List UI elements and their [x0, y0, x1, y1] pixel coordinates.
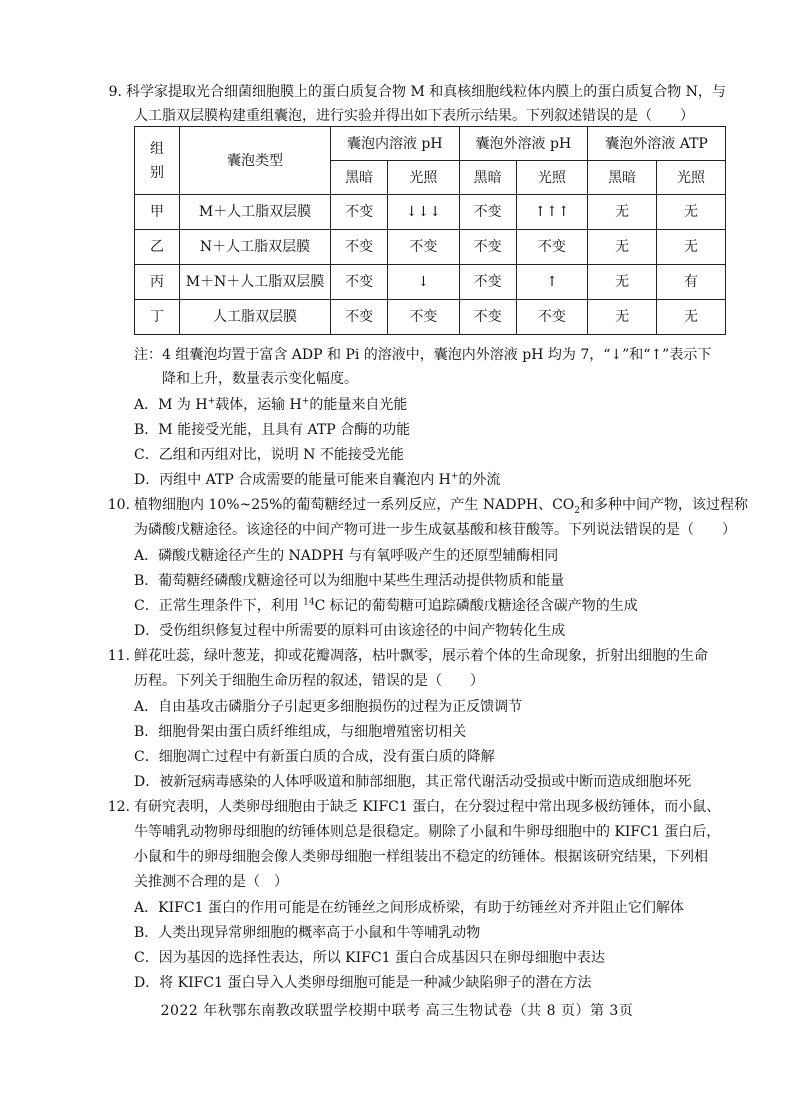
cell-out-light: 不变 — [516, 300, 587, 335]
cell-atp-dark: 无 — [588, 230, 657, 265]
table-note-line: 降和上升，数量表示变化幅度。 — [162, 371, 358, 387]
question-text-line: 人工脂双层膜构建重组囊泡，进行实验并得出如下表所示结果。下列叙述错误的是（ ） — [134, 108, 694, 124]
cell-type: 人工脂双层膜 — [180, 300, 331, 335]
table-row — [135, 230, 726, 265]
table-note-line: 注：4 组囊泡均置于富含 ADP 和 Pi 的溶液中，囊泡内外溶液 pH 均为 7，“↓”和“↑”表示下 — [134, 347, 712, 363]
cell-type: M＋人工脂双层膜 — [180, 195, 331, 230]
cell-in-dark: 不变 — [331, 195, 388, 230]
option-a — [134, 391, 407, 419]
cell-out-light: ↑ — [516, 265, 587, 300]
header-atp: 囊泡外溶液 ATP — [588, 127, 726, 161]
cell-in-dark: 不变 — [331, 265, 388, 300]
cell-atp-light: 无 — [657, 195, 726, 230]
header-out-ph: 囊泡外溶液 pH — [459, 127, 588, 161]
option-text: 载体，运输 H — [215, 397, 302, 413]
cell-atp-light: 无 — [657, 230, 726, 265]
option-text: C 标记的葡萄糖可追踪磷酸戊糖途径含碳产物的生成 — [314, 598, 638, 614]
option-text: 的能量来自光能 — [309, 397, 408, 413]
results-table — [134, 126, 726, 335]
option-text: 的外流 — [458, 472, 501, 488]
question-text-line: 科学家提取光合细菌细胞膜上的蛋白质复合物 M 和真核细胞线粒体内膜上的蛋白质复合物 N，与 — [126, 84, 726, 100]
option-a: A．KIFC1 蛋白的作用可能是在纺锤丝之间形成桥梁，有助于纺锤丝对齐并阻止它们解体 — [134, 900, 684, 916]
table-row — [135, 265, 726, 300]
cell-in-light: ↓ — [388, 265, 459, 300]
option-b: B．人类出现异常卵细胞的概率高于小鼠和牛等哺乳动物 — [134, 925, 481, 941]
cell-atp-dark: 无 — [588, 300, 657, 335]
superscript: + — [207, 396, 216, 407]
cell-out-dark: 不变 — [459, 230, 516, 265]
cell-out-light: ↑↑↑ — [516, 195, 587, 230]
cell-out-dark: 不变 — [459, 265, 516, 300]
superscript: + — [301, 396, 310, 407]
option-d: D．受伤组织修复过程中所需要的原料可由该途径的中间产物转化生成 — [134, 623, 566, 639]
header-light: 光照 — [657, 161, 726, 195]
option-c: C．乙组和丙组对比，说明 N 不能接受光能 — [134, 447, 404, 463]
option-b: B．细胞骨架由蛋白质纤维组成，与细胞增殖密切相关 — [134, 724, 467, 740]
superscript: + — [450, 471, 459, 482]
superscript: 14 — [303, 597, 315, 608]
option-b: B．M 能接受光能，且具有 ATP 合酶的功能 — [134, 422, 411, 438]
cell-type: N＋人工脂双层膜 — [180, 230, 331, 265]
cell-atp-dark: 无 — [588, 265, 657, 300]
option-a: A．自由基攻击磷脂分子引起更多细胞损伤的过程为正反馈调节 — [134, 699, 523, 715]
question-number: 10. — [107, 497, 130, 513]
option-d: D．被新冠病毒感染的人体呼吸道和肺部细胞，其正常代谢活动受损或中断而造成细胞坏死 — [134, 774, 692, 790]
question-text-line: 牛等哺乳动物卵母细胞的纺锤体则总是很稳定。剔除了小鼠和牛卵母细胞中的 KIFC1 蛋白后， — [134, 824, 721, 840]
table-row — [135, 195, 726, 230]
question-text-line: 历程。下列关于细胞生命历程的叙述，错误的是（ ） — [134, 673, 484, 689]
table-row — [135, 300, 726, 335]
cell-in-dark: 不变 — [331, 300, 388, 335]
question-text-line — [134, 491, 748, 519]
option-c: C．细胞凋亡过程中有新蛋白质的合成，没有蛋白质的降解 — [134, 749, 495, 765]
option-text: C．正常生理条件下，利用 — [134, 598, 304, 614]
cell-in-light: 不变 — [388, 230, 459, 265]
cell-group: 丙 — [135, 265, 180, 300]
header-in-ph: 囊泡内溶液 pH — [331, 127, 460, 161]
cell-atp-light: 无 — [657, 300, 726, 335]
question-text-line: 为磷酸戊糖途径。该途径的中间产物可进一步生成氨基酸和核苷酸等。下列说法错误的是（ ） — [134, 522, 736, 538]
cell-type: M＋N＋人工脂双层膜 — [180, 265, 331, 300]
option-c — [134, 592, 638, 620]
cell-group: 乙 — [135, 230, 180, 265]
header-type: 囊泡类型 — [180, 127, 331, 195]
cell-in-light: ↓↓↓ — [388, 195, 459, 230]
cell-in-light: 不变 — [388, 300, 459, 335]
option-a: A．磷酸戊糖途径产生的 NADPH 与有氧呼吸产生的还原型辅酶相同 — [134, 548, 559, 564]
option-text: D．丙组中 ATP 合成需要的能量可能来自囊泡内 H — [134, 472, 451, 488]
header-dark: 黑暗 — [459, 161, 516, 195]
option-b: B．葡萄糖经磷酸戊糖途径可以为细胞中某些生理活动提供物质和能量 — [134, 573, 565, 589]
header-dark: 黑暗 — [331, 161, 388, 195]
option-d: D．将 KIFC1 蛋白导入人类卵母细胞可能是一种减少缺陷卵子的潜在方法 — [134, 975, 592, 991]
header-group-text: 组 别 — [150, 140, 164, 181]
question-number: 9. — [108, 84, 122, 100]
page-footer: 2022 年秋鄂东南教改联盟学校期中联考 高三生物试卷（共 8 页）第 3页 — [160, 1003, 634, 1019]
question-text-line: 鲜花吐蕊，绿叶葱茏，抑或花瓣凋落，枯叶飘零，展示着个体的生命现象，折射出细胞的生命 — [134, 648, 708, 664]
cell-group: 丁 — [135, 300, 180, 335]
question-text-line: 关推测不合理的是（ ） — [134, 874, 288, 890]
question-text-line: 有研究表明，人类卵母细胞由于缺乏 KIFC1 蛋白，在分裂过程中常出现多极纺锤体，而小鼠、 — [134, 799, 721, 815]
question-text: 植物细胞内 10%~25%的葡萄糖经过一系列反应，产生 NADPH、CO — [134, 497, 575, 513]
header-group — [135, 127, 180, 195]
question-text: 和多种中间产物，该过程称 — [580, 497, 749, 513]
cell-out-dark: 不变 — [459, 300, 516, 335]
cell-in-dark: 不变 — [331, 230, 388, 265]
option-d — [134, 466, 500, 494]
option-text: A．M 为 H — [134, 397, 208, 413]
cell-group: 甲 — [135, 195, 180, 230]
question-number: 12. — [107, 799, 130, 815]
option-c: C．因为基因的选择性表达，所以 KIFC1 蛋白合成基因只在卵母细胞中表达 — [134, 950, 605, 966]
cell-out-dark: 不变 — [459, 195, 516, 230]
question-number: 11. — [107, 648, 130, 664]
cell-out-light: 不变 — [516, 230, 587, 265]
cell-atp-light: 有 — [657, 265, 726, 300]
header-light: 光照 — [516, 161, 587, 195]
header-light: 光照 — [388, 161, 459, 195]
header-dark: 黑暗 — [588, 161, 657, 195]
subscript: 2 — [574, 505, 581, 516]
cell-atp-dark: 无 — [588, 195, 657, 230]
question-text-line: 小鼠和牛的卵母细胞会像人类卵母细胞一样组装出不稳定的纺锤体。根据该研究结果，下列相 — [134, 849, 708, 865]
